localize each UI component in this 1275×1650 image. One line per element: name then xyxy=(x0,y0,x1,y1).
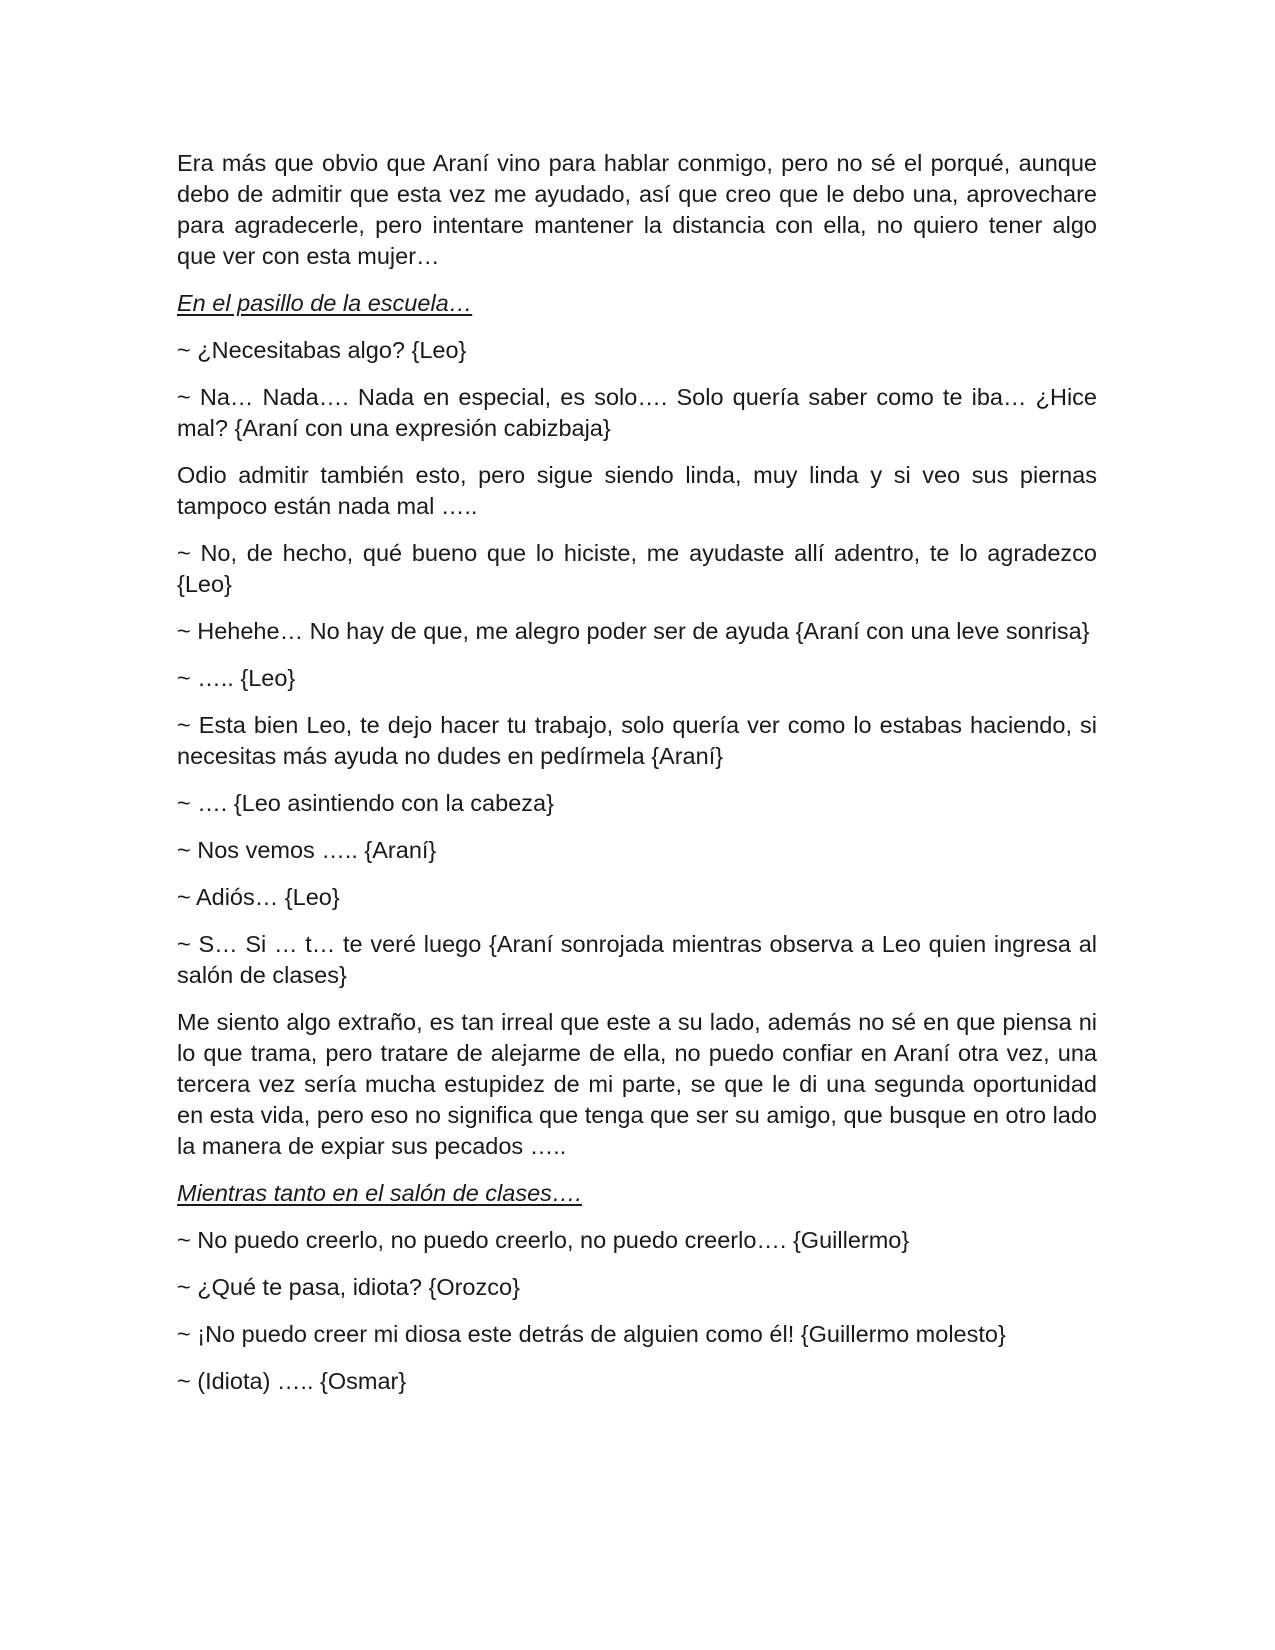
dialogue-line: ~ Adiós… {Leo} xyxy=(177,884,340,910)
document-page xyxy=(177,148,1097,1413)
dialogue-line: ~ Nos vemos ….. {Araní} xyxy=(177,837,437,863)
narration-paragraph: Era más que obvio que Araní vino para hablar conmigo, pero no sé el porqué, aunque debo de admitir que esta vez me ayudado, así que creo que le debo una, aprovechare para agradecerle, pero intentare mantener la distancia con ella, no quiero tener algo que ver con esta mujer… xyxy=(177,150,1097,269)
dialogue-line: ~ S… Si … t… te veré luego {Araní sonrojada mientras observa a Leo quien ingresa al salón de clases} xyxy=(177,931,1097,988)
dialogue-line: ~ Na… Nada…. Nada en especial, es solo…. Solo quería saber como te iba… ¿Hice mal? {Araní con una expresión cabizbaja} xyxy=(177,384,1097,441)
dialogue-line: ~ (Idiota) ….. {Osmar} xyxy=(177,1368,407,1394)
dialogue-line: ~ Hehehe… No hay de que, me alegro poder ser de ayuda {Araní con una leve sonrisa} xyxy=(177,618,1090,644)
dialogue-line: ~ No puedo creerlo, no puedo creerlo, no puedo creerlo…. {Guillermo} xyxy=(177,1227,910,1253)
dialogue-line: ~ …. {Leo asintiendo con la cabeza} xyxy=(177,790,554,816)
dialogue-line: ~ Esta bien Leo, te dejo hacer tu trabajo, solo quería ver como lo estabas haciendo, si necesitas más ayuda no dudes en pedírmela {Araní} xyxy=(177,712,1097,769)
dialogue-line: ~ ¡No puedo creer mi diosa este detrás de alguien como él! {Guillermo molesto} xyxy=(177,1321,1006,1347)
scene-heading: En el pasillo de la escuela… xyxy=(177,290,473,316)
dialogue-line: ~ ¿Qué te pasa, idiota? {Orozco} xyxy=(177,1274,520,1300)
dialogue-line: ~ No, de hecho, qué bueno que lo hiciste, me ayudaste allí adentro, te lo agradezco {Leo} xyxy=(177,540,1097,597)
narration-paragraph: Me siento algo extraño, es tan irreal que este a su lado, además no sé en que piensa ni lo que trama, pero tratare de alejarme de ella, no puedo confiar en Araní otra vez, una tercera vez sería mucha estupidez de mi parte, se que le di una segunda oportunidad en esta vida, pero eso no significa que tenga que ser su amigo, que busque en otro lado la manera de expiar sus pecados ….. xyxy=(177,1009,1097,1159)
scene-heading: Mientras tanto en el salón de clases…. xyxy=(177,1180,582,1206)
dialogue-line: ~ ¿Necesitabas algo? {Leo} xyxy=(177,337,467,363)
dialogue-line: ~ ….. {Leo} xyxy=(177,665,296,691)
narration-paragraph: Odio admitir también esto, pero sigue siendo linda, muy linda y si veo sus piernas tampoco están nada mal ….. xyxy=(177,462,1097,519)
